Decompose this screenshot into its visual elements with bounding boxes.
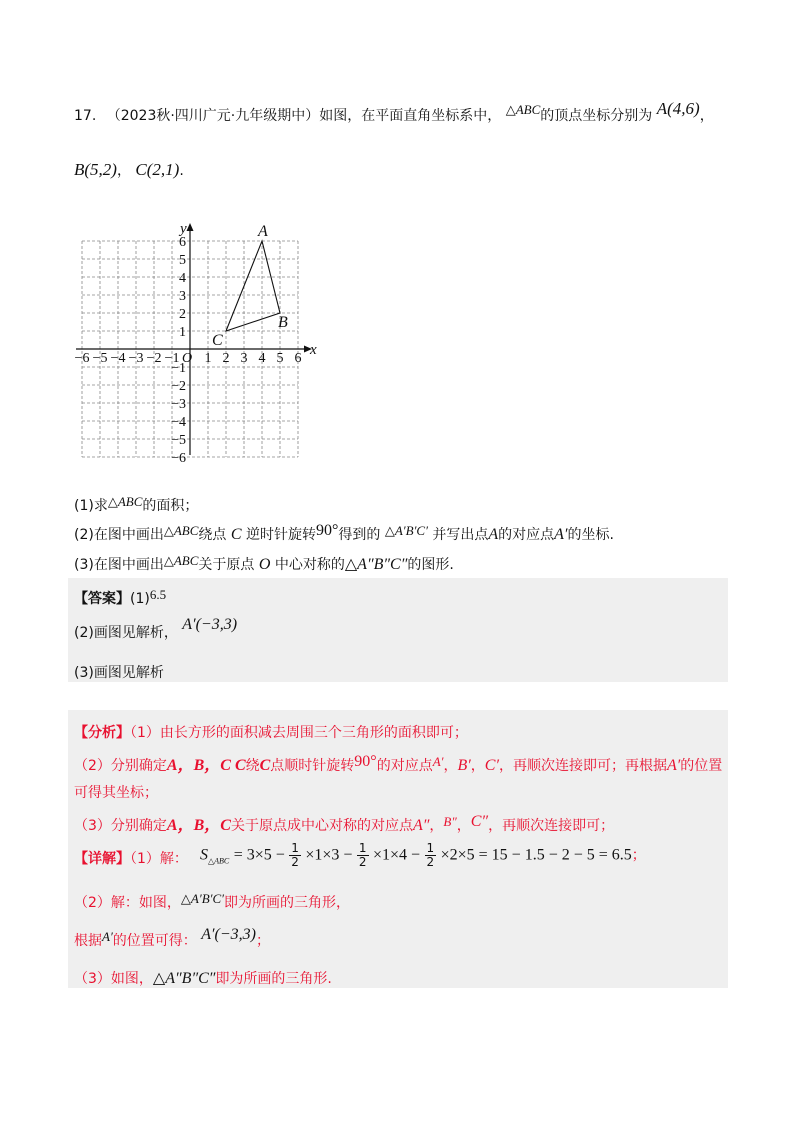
detail-4-triangle: △A″B″C″	[152, 970, 216, 987]
analysis-3-post: ，再顺次连接即可；	[488, 818, 615, 834]
formula-end: ；	[631, 847, 646, 864]
point-b: B(5,2)	[74, 160, 117, 179]
part-2-mid2: 逆时针旋转	[245, 527, 316, 543]
x-tick-label: −1	[164, 351, 180, 366]
part-3	[74, 554, 740, 574]
analysis-1: （1）由长方形的面积减去周围三个三角形的面积即可；	[130, 725, 468, 741]
question-line-2	[74, 160, 740, 180]
x-tick-label: 2	[222, 351, 230, 366]
fraction-3-den: 2	[426, 855, 435, 869]
triangle-edges	[226, 241, 280, 331]
x-tick-label: 4	[258, 351, 266, 366]
analysis-2-mid3: 的对应点	[376, 758, 433, 774]
vertex-label-a: A	[258, 223, 268, 240]
part-3-triangle-double-prime: △A″B″C″	[344, 556, 408, 573]
question-source: （2023秋·四川广元·九年级期中）	[106, 108, 320, 124]
y-tick-label: 6	[179, 235, 186, 250]
y-tick-label: −4	[171, 415, 186, 430]
fraction-2-num: 1	[358, 841, 367, 855]
point-a: A(4,6)	[656, 99, 700, 118]
x-tick-label: −4	[110, 351, 126, 366]
part-2-deg: 90°	[315, 522, 339, 539]
x-tick-label: −5	[92, 351, 108, 366]
detail-line-2	[74, 892, 740, 912]
formula-part-1: = 3×5 −	[233, 846, 285, 864]
detail-3-pre: 根据	[74, 933, 102, 949]
fraction-1-den: 2	[291, 855, 299, 869]
analysis-2-c-prime: C′	[484, 757, 499, 774]
analysis-2-post2: 的位置	[680, 758, 723, 774]
y-tick-label: 5	[179, 253, 186, 268]
fraction-3	[425, 842, 437, 869]
formula-s-sub: △ABC	[208, 856, 230, 866]
analysis-2-c: C	[234, 757, 246, 774]
x-tick-label: −2	[146, 351, 162, 366]
x-axis-label: x	[310, 342, 317, 358]
analysis-3-b-double-prime: B″	[443, 814, 457, 829]
part-2-a: A	[488, 526, 499, 543]
question-number: 17.	[74, 108, 97, 124]
triangle-abc: △ABC	[505, 102, 541, 117]
answer-2-value: A′(−3,3)	[182, 616, 238, 633]
fraction-3-num: 1	[426, 841, 435, 855]
answer-1-value: 6.5	[149, 587, 167, 602]
x-tick-label: 3	[240, 351, 248, 366]
part-2-a-prime: A′	[554, 526, 568, 543]
y-tick-label: 2	[179, 307, 186, 322]
detail-line-3	[74, 926, 740, 950]
detail-3-value: A′(−3,3)	[201, 926, 256, 943]
part-2-triangle-prime: △A′B′C′	[384, 523, 428, 538]
question-intro: 如图，在平面直角坐标系中，	[319, 108, 502, 124]
y-tick-label: 3	[179, 289, 186, 304]
triangle-abc-figure	[212, 223, 288, 349]
x-tick-label: 6	[294, 351, 302, 366]
y-tick-label: 1	[179, 325, 186, 340]
area-formula	[200, 842, 646, 869]
formula-part-2: ×1×3 −	[305, 846, 353, 864]
analysis-line-2: （2）分别确定A，B，C C绕C点顺时针旋转90°的对应点A′，B′，C′，再顺次连接即可；再根据A′的位置	[74, 753, 723, 774]
part-3-o: O	[258, 556, 271, 573]
analysis-2-mid2: 点顺时针旋转	[270, 758, 355, 774]
answer-line-2	[74, 616, 740, 642]
y-tick-label: 4	[179, 271, 186, 286]
detail-label: 【详解】	[74, 851, 130, 867]
part-3-mid2: 中心对称的	[274, 557, 345, 573]
analysis-2-deg: 90°	[354, 753, 377, 770]
x-tick-label: −3	[128, 351, 144, 366]
detail-line-1	[74, 841, 740, 882]
detail-line-4	[74, 968, 740, 988]
analysis-3-pre: （3）分别确定	[74, 818, 167, 834]
y-axis-label: y	[180, 221, 187, 237]
fraction-2	[357, 842, 369, 869]
analysis-3-points: A，B，C	[166, 817, 231, 834]
part-3-mid1: 关于原点	[198, 557, 255, 573]
part-1	[74, 495, 740, 515]
detail-3-mid: 的位置可得：	[112, 933, 197, 949]
part-2-post: 的坐标.	[567, 527, 614, 543]
axes	[76, 223, 312, 455]
answer-line-1	[74, 588, 740, 608]
answer-3: (3)画图见解析	[74, 665, 164, 681]
formula-part-3: ×1×4 −	[372, 846, 421, 864]
formula-s: S	[200, 846, 208, 864]
detail-1-pre: （1）解：	[130, 851, 188, 867]
x-tick-label: 5	[276, 351, 284, 366]
part-1-post: 的面积；	[142, 498, 199, 514]
analysis-2b: 可得其坐标；	[74, 785, 158, 801]
x-tick-label: −6	[74, 351, 90, 366]
part-3-triangle: △ABC	[163, 553, 199, 568]
detail-4-post: 即为所画的三角形.	[215, 971, 332, 987]
detail-3-end: ；	[255, 933, 270, 949]
answer-line-3	[74, 662, 740, 682]
analysis-2-c2: C	[259, 757, 271, 774]
answer-label: 【答案】	[74, 591, 130, 607]
answer-1-pre: (1)	[130, 591, 150, 607]
part-1-pre: (1)求	[74, 498, 108, 514]
fraction-1	[289, 842, 301, 869]
analysis-2-a-prime: A′	[432, 754, 444, 769]
x-tick-label: O	[181, 351, 193, 366]
y-tick-label: −1	[171, 361, 186, 376]
part-2-mid4: 并写出点	[432, 527, 489, 543]
analysis-line-2b	[74, 782, 740, 802]
y-tick-label: −5	[171, 433, 186, 448]
y-tick-label: −3	[171, 397, 186, 412]
analysis-2-a-prime-b: A′	[666, 757, 681, 774]
analysis-2-post: ，再顺次连接即可；再根据	[498, 758, 667, 774]
part-2-c: C	[230, 526, 242, 543]
part-2	[74, 524, 740, 544]
detail-4-pre: （3）如图，	[74, 971, 153, 987]
coordinate-figure	[66, 205, 336, 467]
analysis-line-3: （3）分别确定A，B，C关于原点成中心对称的对应点A″，B″，C″，再顺次连接即可；	[74, 813, 615, 834]
part-1-triangle: △ABC	[107, 494, 143, 509]
part-2-mid5: 的对应点	[498, 527, 555, 543]
y-tick-label: −6	[171, 451, 186, 466]
y-axis-arrow	[187, 223, 194, 231]
tick-labels	[75, 221, 317, 466]
period: .	[179, 163, 184, 179]
question-line-1	[74, 99, 740, 125]
analysis-2-points: A，B，C	[166, 757, 231, 774]
part-2-pre: (2)在图中画出	[74, 527, 164, 543]
vertex-label-c: C	[212, 332, 223, 349]
point-c: C(2,1)	[135, 160, 180, 179]
analysis-label: 【分析】	[74, 725, 130, 741]
analysis-3-c-double-prime: C″	[470, 813, 489, 830]
answer-2-pre: (2)画图见解析，	[74, 625, 178, 641]
analysis-3-mid: 关于原点成中心对称的对应点	[230, 818, 413, 834]
part-3-pre: (3)在图中画出	[74, 557, 164, 573]
comma-2: ，	[116, 163, 131, 179]
analysis-2-mid: 绕	[245, 758, 260, 774]
vertex-label-b: B	[278, 314, 288, 331]
analysis-3-a-double-prime: A″	[412, 817, 430, 834]
part-2-mid3: 得到的	[338, 527, 381, 543]
part-3-post: 的图形.	[407, 557, 454, 573]
comma-1: ，	[699, 108, 714, 124]
fraction-2-den: 2	[358, 855, 367, 869]
fraction-1-num: 1	[291, 841, 299, 855]
detail-2-triangle: △A′B′C′	[180, 891, 225, 906]
analysis-2-b-prime: B′	[457, 757, 471, 774]
part-2-mid1: 绕点	[198, 527, 227, 543]
x-tick-label: 1	[204, 351, 212, 366]
analysis-2-pre: （2）分别确定	[74, 758, 167, 774]
detail-2-pre: （2）解：如图，	[74, 895, 181, 911]
part-2-triangle: △ABC	[163, 523, 199, 538]
formula-part-4: ×2×5 = 15 − 1.5 − 2 − 5 = 6.5	[440, 846, 632, 864]
vertices-text: 的顶点坐标分别为	[540, 108, 653, 124]
detail-2-post: 即为所画的三角形，	[224, 895, 351, 911]
detail-3-a-prime: A′	[102, 929, 113, 944]
y-tick-label: −2	[171, 379, 186, 394]
analysis-line-1	[74, 722, 740, 742]
